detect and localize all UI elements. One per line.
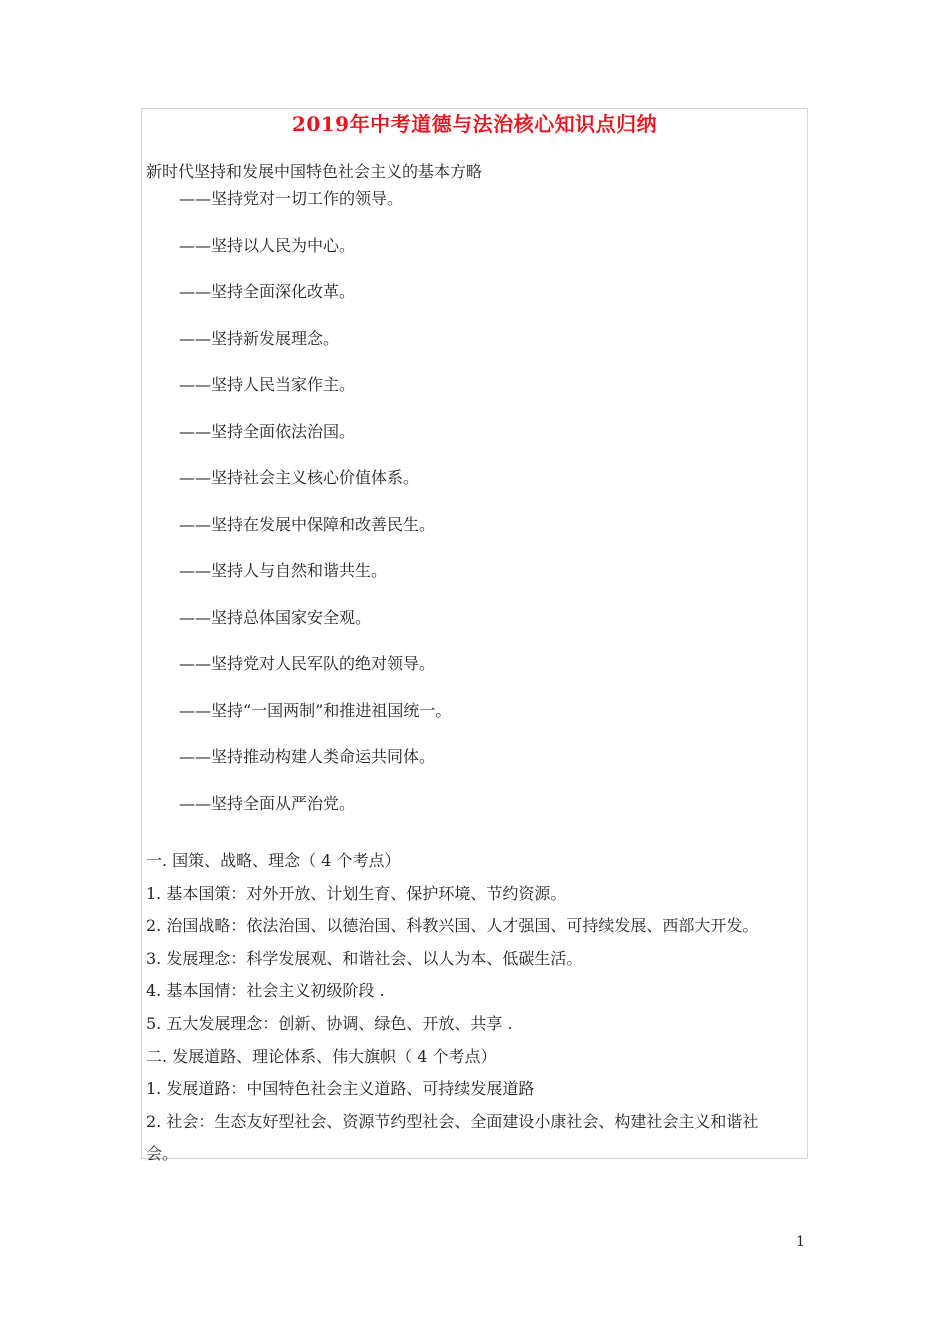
principle-item: ——坚持全面从严治党。 — [179, 793, 356, 813]
principle-item: ——坚持党对一切工作的领导。 — [179, 189, 404, 208]
intro-heading: 新时代坚持和发展中国特色社会主义的基本方略 — [146, 162, 483, 181]
principles-list — [179, 187, 451, 838]
principle-item: ——坚持以人民为中心。 — [179, 235, 356, 255]
principle-item: ——坚持总体国家安全观。 — [179, 607, 372, 627]
principle-item: ——坚持全面依法治国。 — [179, 421, 356, 441]
knowledge-item: 4. 基本国情：社会主义初级阶段 . — [146, 981, 385, 1001]
principle-item: ——坚持推动构建人类命运共同体。 — [179, 747, 436, 766]
knowledge-item: 3. 发展理念：科学发展观、和谐社会、以人为本、低碳生活。 — [146, 948, 583, 968]
principle-item: ——坚持党对人民军队的绝对领导。 — [179, 654, 436, 673]
principle-item: ——坚持新发展理念。 — [179, 328, 340, 348]
principle-item: ——坚持全面深化改革。 — [179, 282, 356, 301]
knowledge-item: 1. 发展道路：中国特色社会主义道路、可持续发展道路 — [146, 1079, 535, 1099]
principle-item: ——坚持人与自然和谐共生。 — [179, 561, 388, 580]
knowledge-points — [146, 845, 786, 1170]
knowledge-item: 2. 社会：生态友好型社会、资源节约型社会、全面建设小康社会、构建社会主义和谐社会。 — [146, 1111, 759, 1163]
principle-item: ——坚持人民当家作主。 — [179, 375, 356, 394]
document-title: 2019年中考道德与法治核心知识点归纳 — [291, 112, 658, 136]
section-heading: 二. 发展道路、理论体系、伟大旗帜（ 4 个考点） — [146, 1046, 497, 1066]
knowledge-item: 2. 治国战略：依法治国、以德治国、科教兴国、人才强国、可持续发展、西部大开发。 — [146, 916, 759, 936]
knowledge-item: 5. 五大发展理念：创新、协调、绿色、开放、共享 . — [146, 1013, 513, 1033]
page-number: 1 — [796, 1234, 805, 1250]
principle-item: ——坚持“一国两制”和推进祖国统一。 — [179, 700, 452, 720]
section-heading: 一. 国策、战略、理念（ 4 个考点） — [146, 851, 401, 870]
knowledge-item: 1. 基本国策：对外开放、计划生育、保护环境、节约资源。 — [146, 883, 567, 903]
principle-item: ——坚持在发展中保障和改善民生。 — [179, 514, 436, 534]
principle-item: ——坚持社会主义核心价值体系。 — [179, 468, 420, 487]
